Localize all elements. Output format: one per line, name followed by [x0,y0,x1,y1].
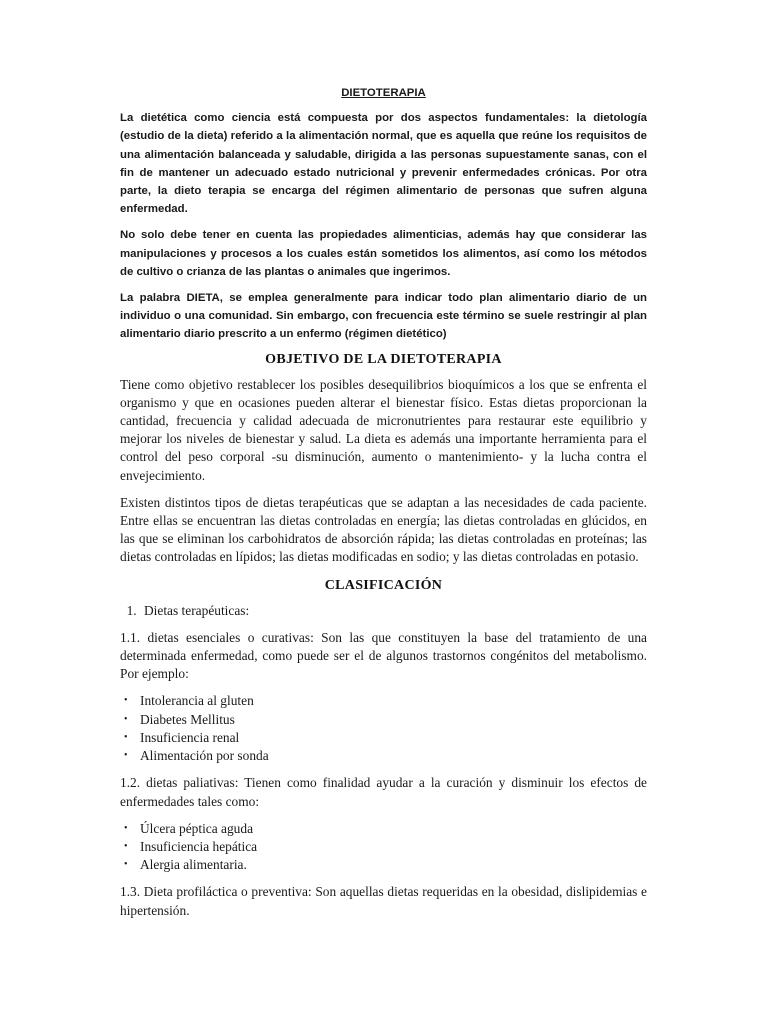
objetivo-paragraph-1: Tiene como objetivo restablecer los posibles desequilibrios bioquímicos a los que se enfrenta el organismo y que en ocasiones pueden alterar el bienestar físico. Estas dietas proporcionan la cantidad, frecuencia y calidad adecuada de micronutrientes para restaurar este equilibrio y mejorar los niveles de bienestar y salud. La dieta es además una importante herramienta para el control del peso corporal -su disminución, aumento o mantenimiento- y la lucha contra el envejecimiento. [120,376,647,483]
clasificacion-heading: CLASIFICACIÓN [324,577,443,593]
list-item-text: Diabetes Mellitus [140,711,235,727]
objetivo-paragraph-2: Existen distintos tipos de dietas terapéuticas que se adaptan a las necesidades de cada paciente. Entre ellas se encuentran las dietas controladas en energía; las dietas controladas en glúcidos, en las que se eliminan los carbohidratos de absorción rápida; las dietas controladas en proteínas; las dietas controladas en lípidos; las dietas modificadas en sodio; y las dietas controladas en potasio. [120,494,647,565]
list-item [124,856,647,874]
list-item-text: Intolerancia al gluten [140,693,254,709]
bullet-icon: • [124,731,128,743]
subsection-1-2-bullet-list [120,820,647,875]
list-item [124,747,647,765]
intro-paragraph-1: La dietética como ciencia está compuesta por dos aspectos fundamentales: la dietología (estudio de la dieta) referido a la alimentación normal, que es aquella que reúne los requisitos de una alimentación balanceada y saludable, dirigida a las personas supuestamente sanas, con el fin de mantener un adecuado estado nutricional y prevenir enfermedades crónicas. Por otra parte, la dieto terapia se encarga del régimen alimentario de personas que sufren alguna enfermedad. [120,112,647,216]
subsection-1-1-bullet-list [120,692,647,765]
list-item-text: Insuficiencia hepática [140,838,258,854]
numbered-list-item: 1. Dietas terapéuticas: [140,602,647,620]
subsection-1-2-text: 1.2. dietas paliativas: Tienen como finalidad ayudar a la curación y disminuir los efectos de enfermedades tales como: [120,775,647,809]
list-item-text: Alimentación por sonda [140,748,269,764]
bullet-icon: • [124,695,128,707]
list-item-text: Alergia alimentaria. [140,857,247,873]
document-page [120,84,647,920]
list-item-text: Insuficiencia renal [140,729,240,745]
list-item [124,711,647,729]
bullet-icon: • [124,840,128,852]
list-item [124,820,647,838]
bullet-icon: • [124,822,128,834]
intro-paragraph-2: No solo debe tener en cuenta las propiedades alimenticias, además hay que considerar las manipulaciones y procesos a los cuales están sometidos los alimentos, así como los métodos de cultivo o crianza de las plantas o animales que ingerimos. [120,229,647,278]
bullet-icon: • [124,713,128,725]
bullet-icon: • [124,859,128,871]
numbered-list [120,602,647,620]
subsection-1-3-text: 1.3. Dieta profiláctica o preventiva: Son aquellas dietas requeridas en la obesidad, dislipidemias e hipertensión. [120,884,647,918]
list-item [124,729,647,747]
bullet-icon: • [124,750,128,762]
objetivo-heading: OBJETIVO DE LA DIETOTERAPIA [265,351,502,367]
list-item-text: Úlcera péptica aguda [140,820,254,836]
intro-paragraph-3: La palabra DIETA, se emplea generalmente para indicar todo plan alimentario diario de un individuo o una comunidad. Sin embargo, con frecuencia este término se suele restringir al plan alimentario diario prescrito a un enfermo (régimen dietético) [120,292,647,341]
list-item [124,838,647,856]
list-item [124,692,647,710]
document-title: DIETOTERAPIA [341,87,426,99]
subsection-1-1-text: 1.1. dietas esenciales o curativas: Son las que constituyen la base del tratamiento de una determinada enfermedad, como puede ser el de algunos trastornos congénitos del metabolismo. Por ejemplo: [120,629,647,682]
